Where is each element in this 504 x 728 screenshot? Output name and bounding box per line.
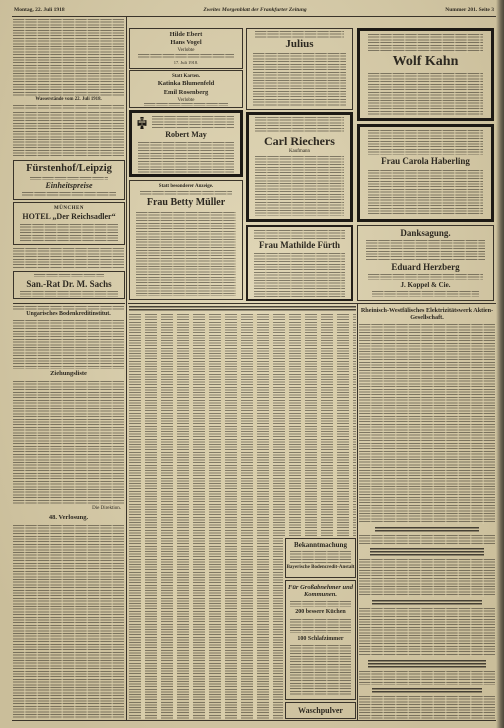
deceased-name: Robert May [165, 130, 207, 139]
notice-issuer: Bayerische Bodencredit-Anstalt [286, 565, 355, 570]
article-text [13, 525, 124, 719]
deceased-name: Frau Mathilde Fürth [259, 240, 340, 250]
engagement-note: Verlobte [177, 98, 195, 103]
ad-dr-sachs [13, 271, 125, 299]
obituary-betty-mueller [129, 180, 243, 300]
ad-fuerstenhof-leipzig [13, 160, 125, 200]
hotel-name: HOTEL „Der Reichsadler“ [22, 212, 116, 221]
notice-text [290, 551, 351, 563]
section-rule [13, 303, 125, 304]
header-rule [12, 16, 496, 17]
obituary-text [152, 116, 234, 128]
footer-rule [12, 720, 496, 721]
page-number: Nummer 201. Seite 3 [445, 7, 494, 13]
product-name: Waschpulver [298, 706, 343, 715]
hotel-city: MÜNCHEN [54, 206, 84, 211]
ad-hotel-reichsadler [13, 202, 125, 245]
drawing-number: 48. Verlosung. [48, 514, 89, 521]
article-text [359, 608, 495, 656]
notice-text [372, 291, 479, 297]
obituary-mathilde-fuerth [246, 225, 353, 301]
section-heading [375, 527, 479, 533]
obituary-text [368, 170, 483, 216]
announcement-text [144, 103, 228, 106]
article-text [13, 320, 124, 369]
company-heading: Rheinisch-Westfälisches Elektrizitätswerk Aktien-Gesellschaft. [360, 307, 494, 322]
water-levels-heading: Wasserstände vom 22. Juli 1918. [35, 97, 102, 102]
ad-furniture [285, 580, 356, 700]
announcement-blumenfeld-rosenberg [129, 70, 243, 108]
iron-cross-icon [136, 116, 148, 128]
announcement-julius [246, 28, 353, 110]
obituary-text [368, 130, 483, 155]
doctor-name: San.-Rat Dr. M. Sachs [26, 279, 112, 289]
drawing-list-title: Ziehungsliste [50, 370, 87, 377]
person-name: Eduard Herzberg [391, 262, 460, 272]
notice-thanks-herzberg [357, 225, 494, 301]
obituary-robert-may [129, 110, 243, 177]
ad-text [30, 177, 108, 180]
ad-text [20, 291, 118, 297]
firm-name: J. Koppel & Cie. [400, 281, 451, 289]
deceased-name: Frau Betty Müller [146, 197, 226, 208]
obituary-text [138, 142, 234, 173]
masthead-title: Zweites Morgenblatt der Frankfurter Zeitung [203, 7, 307, 13]
ad-text [22, 192, 116, 197]
ad-text [20, 224, 118, 242]
obituary-carl-riechers [246, 112, 353, 222]
announcement-text [138, 54, 234, 59]
announcement-text [255, 31, 344, 38]
ad-kitchens: 200 bessere Küchen [295, 609, 346, 615]
article-text [13, 19, 124, 97]
institute-signature: Die Direktion. [92, 506, 121, 511]
table-header [129, 306, 356, 312]
obituary-text [254, 253, 345, 297]
section-rule [128, 303, 496, 304]
section-heading [370, 548, 484, 557]
column-rule [357, 304, 358, 720]
notice-bayerische-bodencredit [285, 538, 356, 578]
obituary-text [254, 230, 345, 239]
ad-text [290, 619, 351, 633]
issue-date: Montag, 22. Juli 1918 [14, 7, 65, 13]
article-text [359, 324, 495, 524]
announcement-ebert-vogel [129, 28, 243, 69]
ad-washing-powder [285, 702, 356, 719]
notice-text [366, 240, 485, 260]
page-edge-right [496, 0, 504, 728]
deceased-occupation: Kaufmann [288, 149, 311, 154]
bride-name: Katinka Blumenfeld [157, 80, 215, 87]
announcement-name: Julius [285, 38, 314, 50]
obituary-text [140, 191, 232, 196]
groom-name: Hans Vogel [170, 39, 202, 46]
notice-text [368, 274, 483, 280]
obituary-text [255, 156, 344, 216]
article-text [359, 671, 495, 685]
obituary-text [368, 73, 483, 116]
article-text [13, 381, 124, 504]
hotel-name: Fürstenhof/Leipzig [26, 163, 112, 174]
ad-headline: Für Großabnehmer und Kommunen. [287, 584, 354, 599]
article-text [13, 112, 124, 158]
hotel-tagline: Einheitspreise [45, 181, 93, 190]
institute-title: Ungarisches Bodenkreditinstitut. [26, 311, 111, 317]
section-heading [368, 660, 486, 669]
article-text [13, 248, 124, 269]
obituary-carola-haberling [357, 124, 494, 222]
article-text [359, 696, 495, 719]
ad-text [34, 274, 104, 277]
obituary-wolf-kahn [357, 28, 494, 121]
article-text [13, 306, 124, 310]
drawing-number-table [129, 314, 356, 536]
engagement-note: Verlobte [177, 48, 195, 53]
announcement-intro: Statt Karten. [171, 74, 201, 79]
announcement-date: 17. Juli 1918. [173, 60, 199, 65]
column-rule [126, 17, 127, 721]
ad-text [290, 601, 351, 607]
deceased-name: Carl Riechers [264, 134, 335, 148]
section-heading [372, 688, 482, 694]
section-heading [372, 600, 482, 606]
article-text [359, 559, 495, 597]
drawing-number-table [129, 538, 283, 719]
bride-name: Hilde Ebert [169, 31, 203, 38]
notice-title: Bekanntmachung [294, 541, 347, 549]
obituary-text [255, 117, 344, 133]
announcement-intro: Statt besonderer Anzeige. [158, 184, 214, 189]
article-text [359, 535, 495, 545]
deceased-name: Frau Carola Haberling [381, 156, 470, 166]
obituary-text [368, 34, 483, 53]
article-text [13, 105, 124, 109]
deceased-name: Wolf Kahn [392, 54, 459, 69]
thanks-title: Danksagung. [400, 228, 451, 238]
groom-name: Emil Rosenberg [163, 89, 209, 96]
obituary-text [136, 212, 236, 296]
announcement-text [253, 53, 346, 107]
ad-bedrooms: 100 Schlafzimmer [297, 636, 344, 642]
binding-shadow-left [0, 0, 11, 728]
ad-text [290, 645, 351, 695]
